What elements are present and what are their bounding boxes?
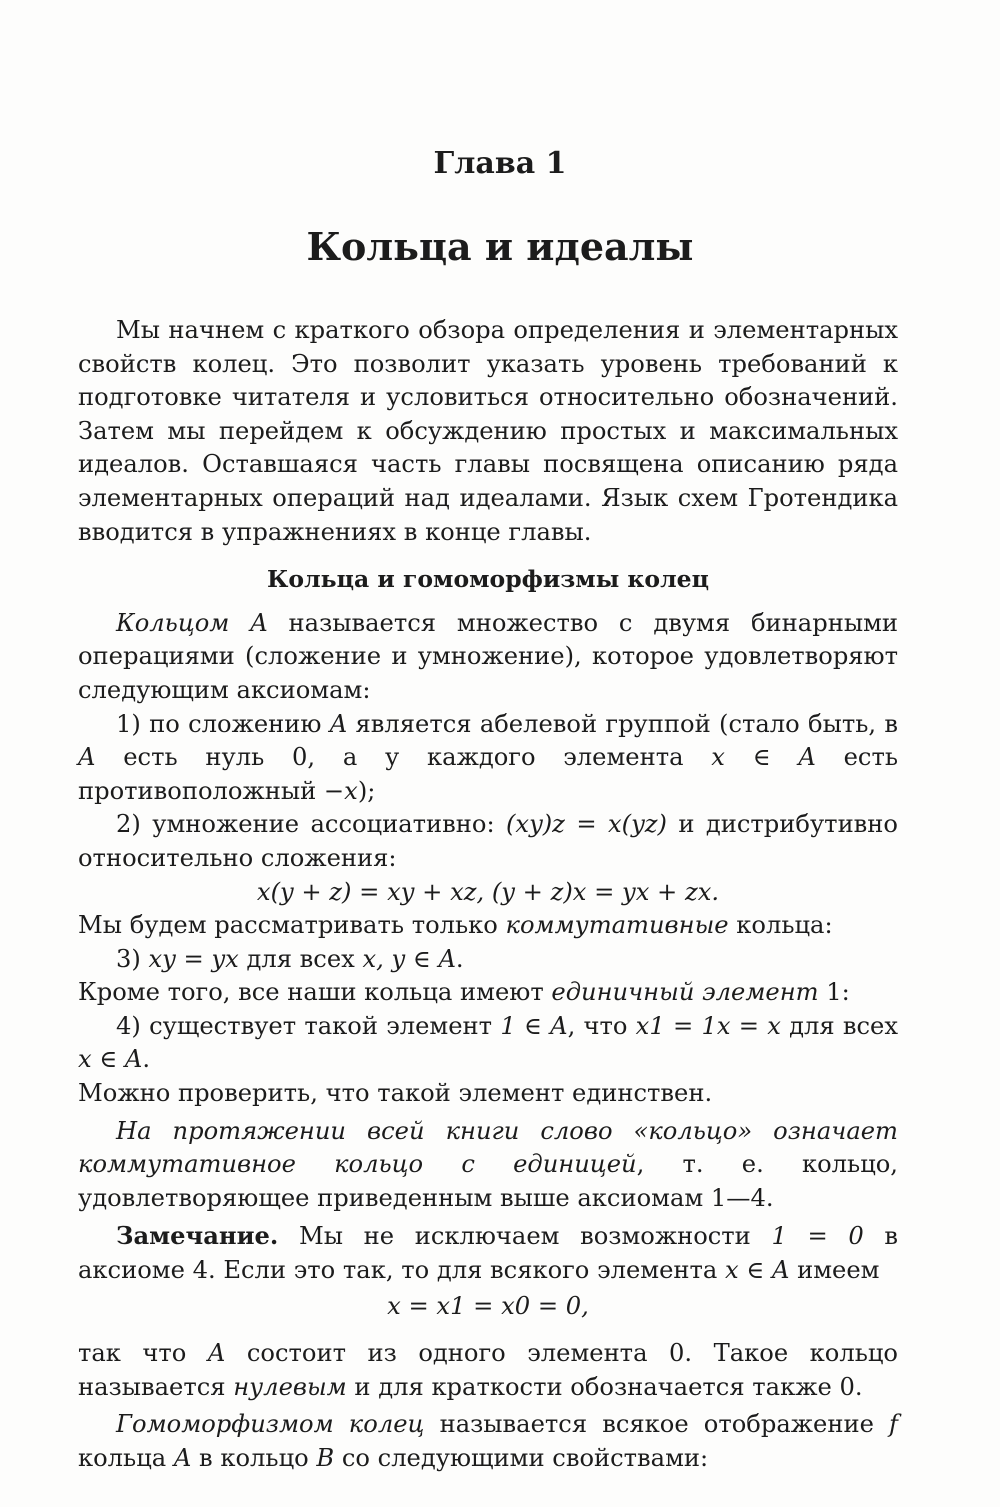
axiom-4-text-a: 4) существует такой элемент	[116, 1011, 501, 1040]
axiom-1-text-c: есть нуль 0, а у каждого элемента	[95, 743, 712, 772]
commutative-text-a: Мы будем рассматривать только	[78, 911, 506, 940]
ring-definition	[78, 607, 898, 708]
definition-term: Кольцом A	[116, 608, 268, 637]
axiom-4-text-b: , что	[567, 1011, 636, 1040]
axiom-3-text-c: .	[455, 944, 464, 973]
axiom-1-text-d: есть противоположный	[78, 743, 898, 805]
homomorphism-term: Гомоморфизмом колец	[116, 1410, 425, 1439]
remark-text-a: Мы не исключаем возможности	[278, 1222, 772, 1251]
remark-text-b: в аксиоме 4. Если это так, то для всякого элемента	[78, 1222, 899, 1285]
chapter-title: Кольца и идеалы	[306, 224, 694, 269]
remark-paragraph	[78, 1219, 898, 1287]
commutative-text-b: кольца:	[728, 911, 833, 940]
homomorphism-text-a: называется всякое отображение	[424, 1410, 890, 1439]
remark-math-b: x ∈ A	[725, 1256, 790, 1285]
unit-term: единичный элемент	[551, 978, 819, 1007]
homomorphism-text-c: в кольцо	[191, 1444, 317, 1472]
axiom-1-math-a: A	[329, 709, 348, 738]
remark-label: Замечание.	[116, 1221, 279, 1251]
homomorphism-text-d: со следующими свойствами:	[334, 1444, 709, 1472]
commutative-term: коммутативные	[505, 911, 729, 940]
chapter-label: Глава 1	[433, 146, 567, 181]
convention-italic: На протяжении всей книги слово «кольцо» означает коммутативное кольцо с единицей	[78, 1116, 898, 1179]
axiom-4-math-a: 1 ∈ A	[500, 1011, 568, 1040]
axiom-4-math-c: x ∈ A	[78, 1045, 143, 1074]
uniqueness-note: Можно проверить, что такой элемент единствен.	[78, 1079, 713, 1108]
zero-ring-paragraph	[78, 1337, 898, 1404]
axiom-1-math-d: −x	[323, 776, 358, 805]
axiom-4	[78, 1010, 898, 1077]
axiom-3	[78, 943, 898, 977]
axiom-3-math-a: xy = yx	[148, 944, 239, 973]
homomorphism-definition	[78, 1408, 898, 1475]
axiom-2-math-a: (xy)z = x(yz)	[506, 810, 667, 839]
zero-ring-term: нулевым	[233, 1372, 347, 1401]
section-heading: Кольца и гомоморфизмы колец	[267, 565, 709, 594]
axiom-4-text-c: для всех	[780, 1011, 898, 1040]
axiom-1-math-c: x ∈ A	[711, 743, 816, 772]
intro-paragraph: Мы начнем с краткого обзора определения и элементарных свойств колец. Это позволит указать уровень требований к подготовке читателя и условиться относительно обозначений. Затем мы перейдем к обсуждению простых и максимальных идеалов. Оставшаяся часть главы посвящена описанию ряда элементарных операций над идеалами. Язык схем Гротендика вводится в упражнениях в конце главы.	[78, 316, 898, 546]
axiom-4-math-b: x1 = 1x = x	[635, 1011, 781, 1040]
zero-ring-math-a: A	[207, 1339, 226, 1368]
homomorphism-text-b: кольца	[78, 1444, 174, 1472]
unit-text-a: Кроме того, все наши кольца имеют	[78, 978, 552, 1007]
homomorphism-math-a: A	[173, 1444, 192, 1472]
remark-text-c: имеем	[789, 1256, 880, 1285]
axiom-3-text-a: 3)	[116, 944, 149, 973]
axiom-1-text-e: );	[357, 776, 376, 805]
axiom-1-text-a: 1) по сложению	[116, 709, 330, 738]
distributivity-formula: x(y + z) = xy + xz, (y + z)x = yx + zx.	[256, 877, 720, 906]
axiom-1-math-b: A	[78, 743, 96, 772]
page-body	[78, 314, 898, 1476]
axiom-1-text-b: является абелевой группой (стало быть, в	[347, 709, 898, 738]
axiom-1	[78, 708, 898, 809]
axiom-2-text-b: и дистрибутивно относительно сложения:	[78, 810, 898, 872]
commutative-sentence	[78, 909, 898, 943]
ring-convention	[78, 1115, 898, 1216]
zero-ring-formula: x = x1 = x0 = 0,	[387, 1291, 589, 1320]
axiom-3-math-b: x, y ∈ A	[362, 944, 456, 973]
unit-text-b: 1:	[818, 978, 850, 1007]
axiom-3-text-b: для всех	[238, 944, 363, 973]
axiom-2	[78, 808, 898, 875]
convention-text: , т. е. кольцо, удовлетворяющее приведенным выше аксиомам 1—4.	[78, 1150, 898, 1212]
unit-sentence	[78, 976, 898, 1010]
zero-ring-text-a: так что	[78, 1339, 208, 1368]
homomorphism-math-b: B	[316, 1444, 335, 1472]
zero-ring-text-c: и для краткости обозначается также 0.	[346, 1372, 863, 1401]
axiom-4-text-d: .	[142, 1045, 151, 1074]
zero-ring-text-b: состоит из одного элемента 0. Такое кольцо называется	[78, 1339, 898, 1401]
definition-text: называется множество с двумя бинарными операциями (сложение и умножение), которое удовлетворяют следующим аксиомам:	[78, 608, 899, 704]
homomorphism-math-f: f	[889, 1410, 898, 1439]
axiom-2-text-a: 2) умножение ассоциативно:	[116, 810, 506, 839]
remark-math-a: 1 = 0	[771, 1222, 864, 1251]
